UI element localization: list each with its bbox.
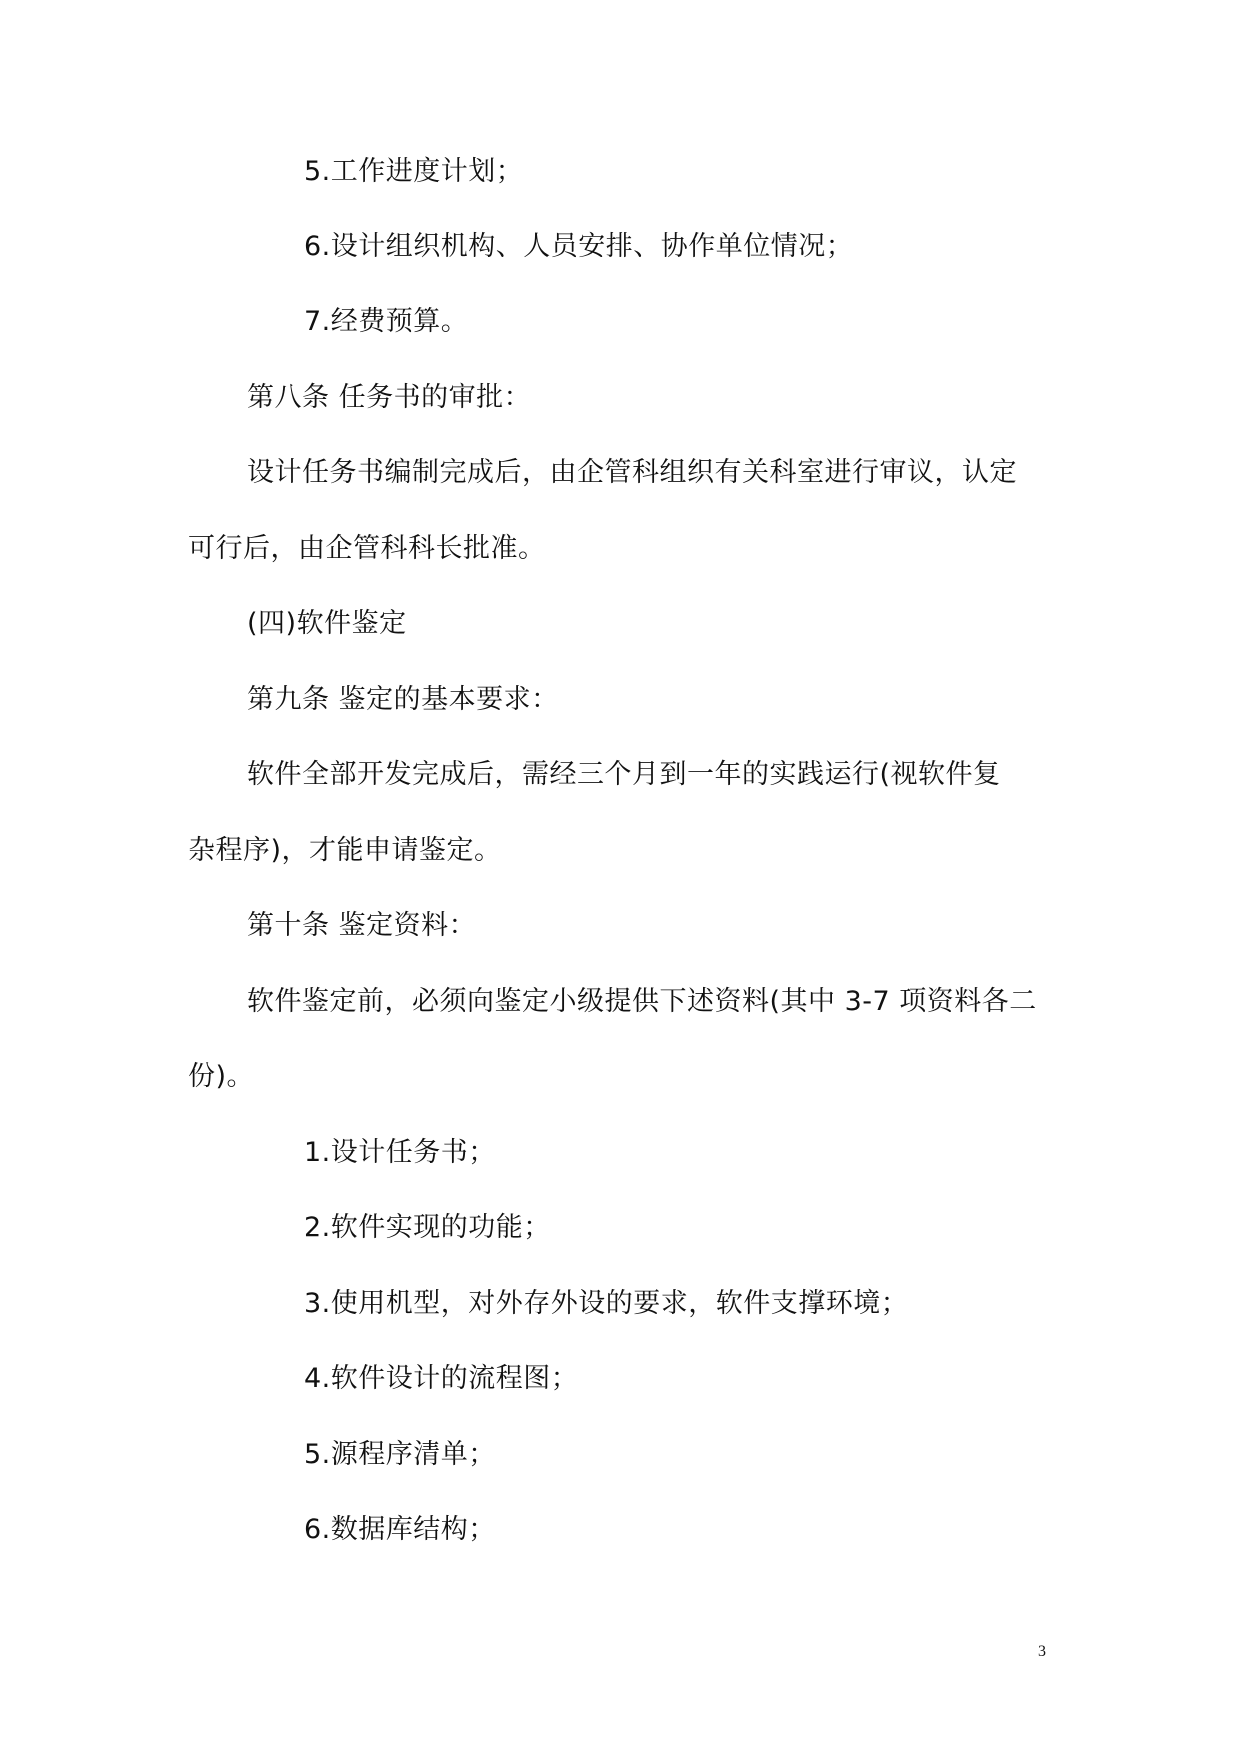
list-item-organization: 6.设计组织机构、人员安排、协作单位情况； bbox=[304, 231, 854, 262]
section-heading-software-appraisal: (四)软件鉴定 bbox=[247, 608, 407, 639]
list-item-work-schedule: 5.工作进度计划； bbox=[304, 156, 524, 187]
article-9-heading: 第九条 鉴定的基本要求： bbox=[247, 684, 559, 715]
paragraph-line: 设计任务书编制完成后，由企管科组织有关科室进行审议，认定 bbox=[247, 457, 1017, 488]
paragraph-line: 软件鉴定前，必须向鉴定小级提供下述资料(其中 3-7 项资料各二 bbox=[247, 986, 1037, 1017]
paragraph-line: 杂程序)，才能申请鉴定。 bbox=[188, 835, 502, 866]
paragraph-line: 可行后，由企管科科长批准。 bbox=[188, 533, 546, 564]
article-10-heading: 第十条 鉴定资料： bbox=[247, 910, 477, 941]
list-item-software-functions: 2.软件实现的功能； bbox=[304, 1212, 551, 1243]
list-item-design-task-book: 1.设计任务书； bbox=[304, 1137, 496, 1168]
list-item-source-listing: 5.源程序清单； bbox=[304, 1439, 496, 1470]
list-item-budget: 7.经费预算。 bbox=[304, 306, 469, 337]
list-item-flowchart: 4.软件设计的流程图； bbox=[304, 1363, 579, 1394]
page-number: 3 bbox=[1038, 1643, 1046, 1660]
article-8-heading: 第八条 任务书的审批： bbox=[247, 382, 532, 413]
list-item-machine-requirements: 3.使用机型，对外存外设的要求，软件支撑环境； bbox=[304, 1288, 909, 1319]
paragraph-line: 份)。 bbox=[188, 1061, 255, 1092]
paragraph-line: 软件全部开发完成后，需经三个月到一年的实践运行(视软件复 bbox=[247, 759, 1001, 790]
list-item-database-structure: 6.数据库结构； bbox=[304, 1514, 496, 1545]
